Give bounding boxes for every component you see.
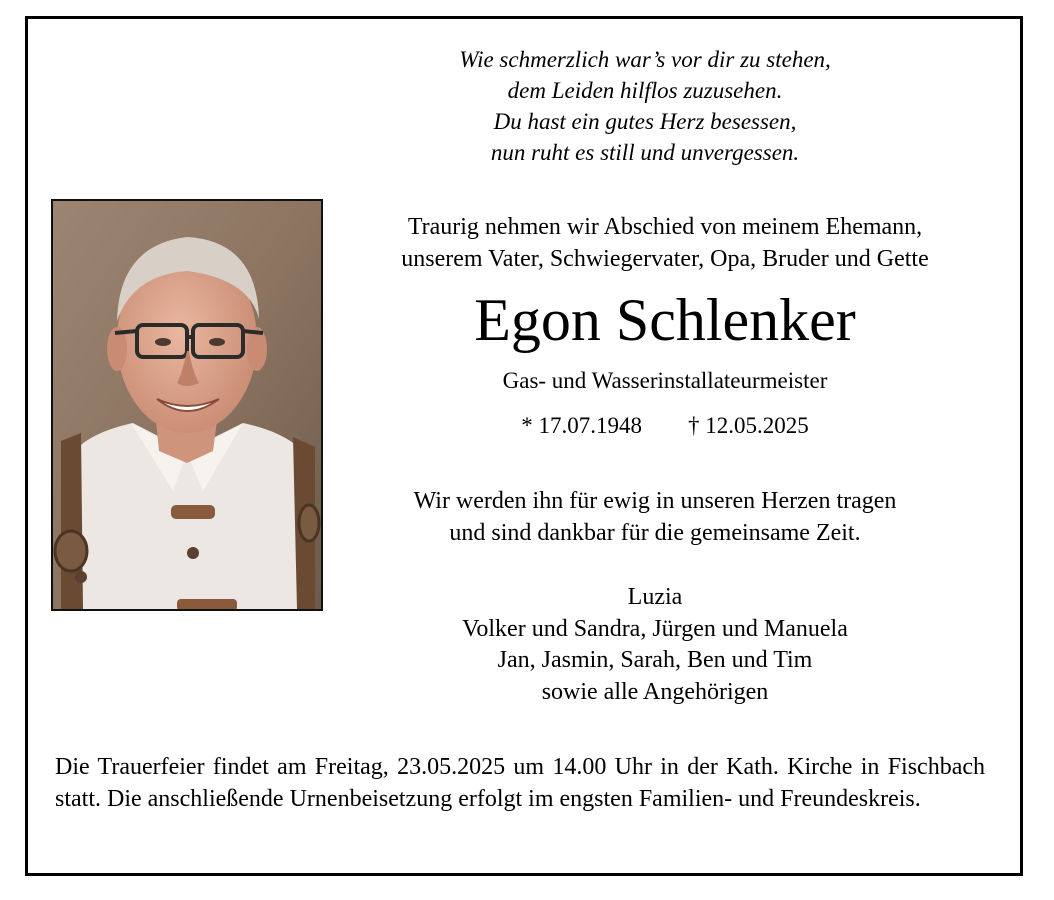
portrait-photo [51, 199, 323, 611]
farewell-intro [340, 211, 990, 275]
life-dates [340, 411, 990, 441]
deceased-profession: Gas- und Wasserinstallateurmeister [502, 368, 828, 393]
deceased-name: Egon Schlenker [474, 287, 856, 353]
intro-line: unserem Vater, Schwiegervater, Opa, Bruder und Gette [401, 246, 929, 272]
intro-line: Traurig nehmen wir Abschied von meinem Ehemann, [407, 214, 923, 240]
closing-line: und sind dankbar für die gemeinsame Zeit. [449, 520, 861, 546]
memorial-poem [340, 44, 950, 168]
closing-words [320, 485, 990, 549]
death-date: † 12.05.2025 [688, 413, 809, 438]
poem-line: Du hast ein gutes Herz besessen, [493, 109, 797, 134]
mourner-line: Luzia [627, 584, 683, 610]
mourners-list [320, 582, 990, 708]
mourner-line: Volker und Sandra, Jürgen und Manuela [462, 615, 848, 642]
mourner-line: Jan, Jasmin, Sarah, Ben und Tim [497, 647, 813, 673]
poem-line: Wie schmerzlich war’s vor dir zu stehen, [459, 47, 831, 72]
poem-line: nun ruht es still und unvergessen. [490, 140, 800, 165]
closing-line: Wir werden ihn für ewig in unseren Herzen tragen [413, 488, 897, 514]
mourner-line: sowie alle Angehörigen [541, 678, 769, 705]
funeral-notice: Die Trauerfeier findet am Freitag, 23.05.2025 um 14.00 Uhr in der Kath. Kirche in Fischbach statt. Die anschließende Urnenbeisetzung erfolgt im engsten Familien- und Freundeskreis. [55, 754, 985, 812]
birth-date: * 17.07.1948 [521, 413, 642, 438]
poem-line: dem Leiden hilflos zuzusehen. [507, 78, 783, 103]
